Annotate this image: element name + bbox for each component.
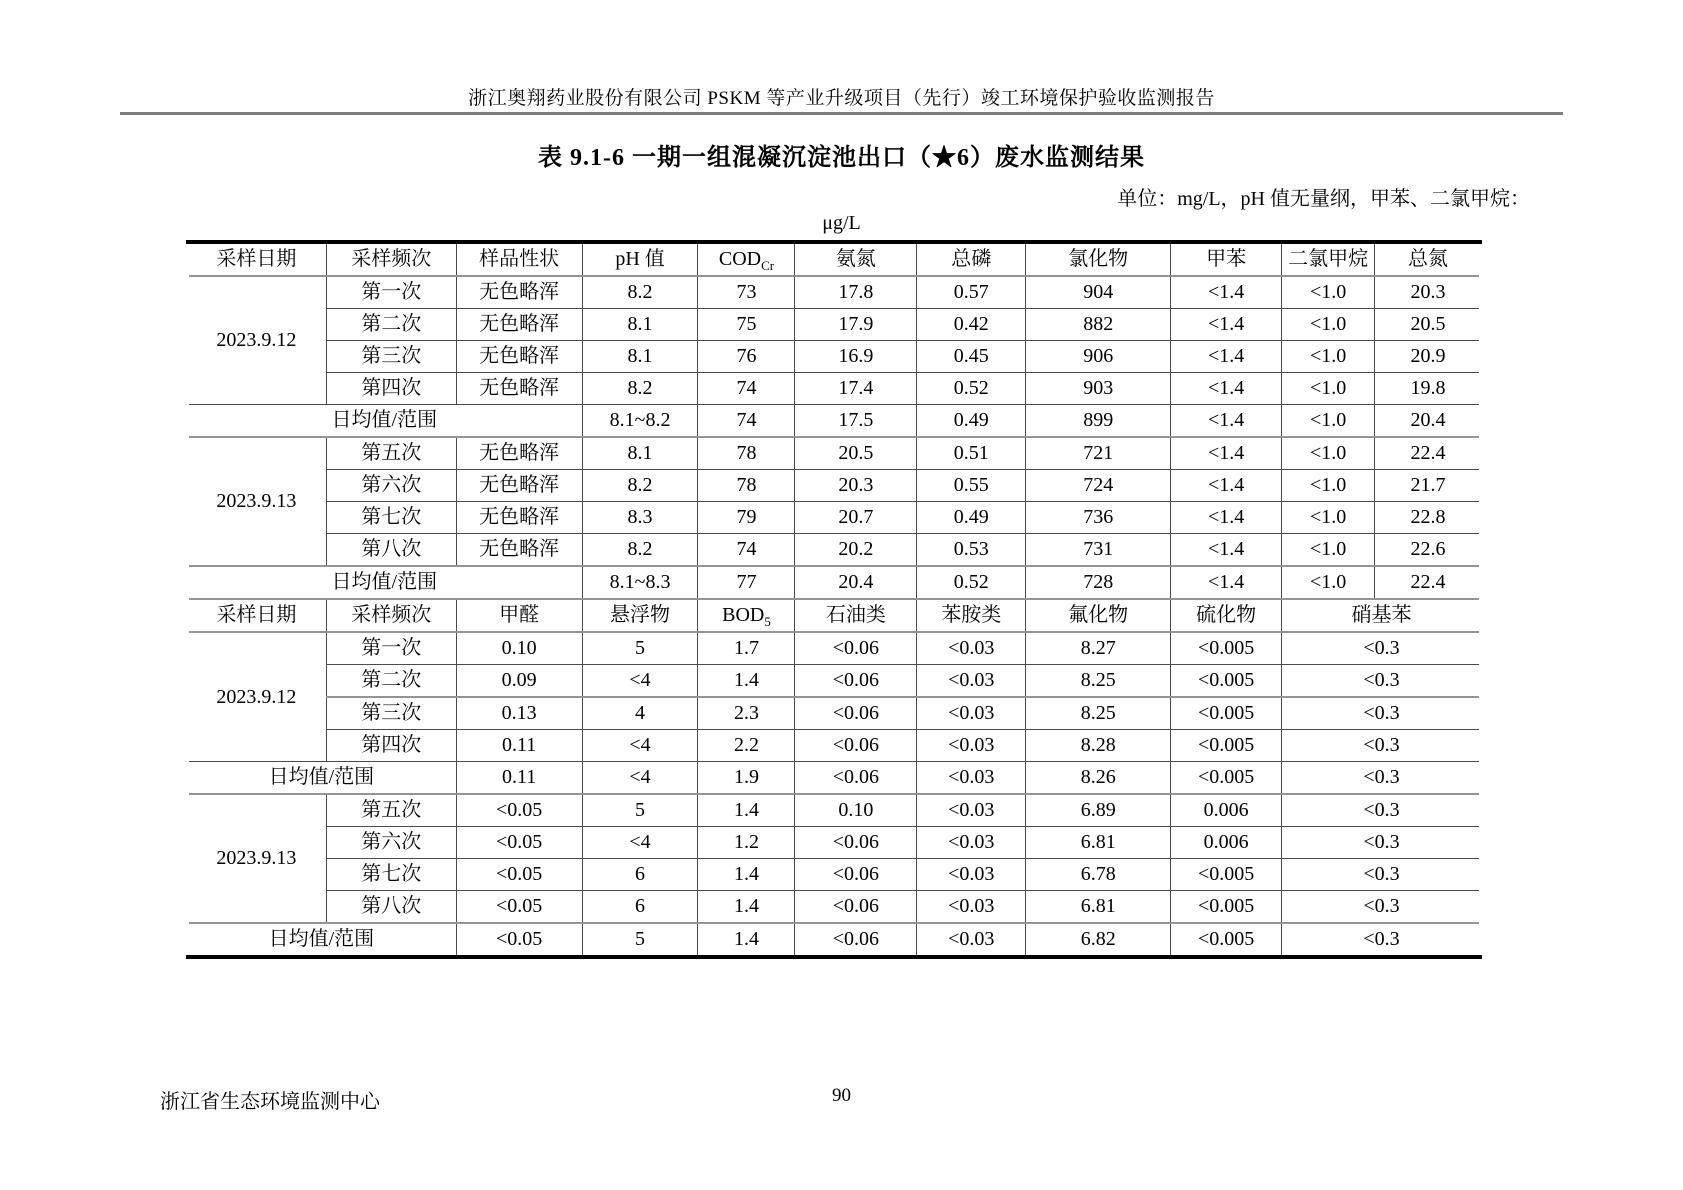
table-cell: 77 xyxy=(698,566,795,599)
column-header: $BOD_5$ xyxy=(698,599,795,632)
table-cell: 74 xyxy=(698,405,795,438)
table-cell: <1.4 xyxy=(1171,405,1282,438)
table-cell: 1.4 xyxy=(698,923,795,957)
table-cell: 74 xyxy=(698,534,795,567)
table-cell: 第三次 xyxy=(326,697,456,730)
table-cell: <0.06 xyxy=(795,730,917,762)
table-cell: 0.52 xyxy=(917,566,1026,599)
table-cell: <0.03 xyxy=(917,762,1026,795)
column-header: 采样频次 xyxy=(326,242,456,276)
table-cell: <0.05 xyxy=(456,923,582,957)
table-cell: <1.0 xyxy=(1282,534,1375,567)
table-cell: 1.4 xyxy=(698,859,795,891)
table-cell: 20.4 xyxy=(1375,405,1482,438)
table-row xyxy=(187,891,1482,924)
table-cell: <1.0 xyxy=(1282,276,1375,309)
table-cell: 736 xyxy=(1026,502,1171,534)
table-cell: 906 xyxy=(1026,341,1171,373)
table-cell: <1.0 xyxy=(1282,437,1375,470)
table-cell: <4 xyxy=(582,665,698,698)
table-cell: 76 xyxy=(698,341,795,373)
table-cell: 0.42 xyxy=(917,309,1026,341)
table-cell: 2.3 xyxy=(698,697,795,730)
column-header: 氨氮 xyxy=(795,242,917,276)
table-cell: 74 xyxy=(698,373,795,405)
table-cell: 无色略浑 xyxy=(456,534,582,567)
table-cell: 0.55 xyxy=(917,470,1026,502)
table-cell: 第一次 xyxy=(326,276,456,309)
table-cell: 882 xyxy=(1026,309,1171,341)
table-cell: <0.005 xyxy=(1171,891,1282,924)
table-cell: <1.4 xyxy=(1171,566,1282,599)
table-cell: 日均值/范围 xyxy=(187,405,583,438)
column-header: 苯胺类 xyxy=(917,599,1026,632)
table-cell: 6.89 xyxy=(1026,794,1171,827)
table-row xyxy=(187,437,1482,470)
table-cell: 8.2 xyxy=(582,373,698,405)
table-left-edge-mask xyxy=(184,244,189,955)
table-cell: 8.25 xyxy=(1026,665,1171,698)
table-header-row xyxy=(187,242,1482,276)
table-cell: 6.82 xyxy=(1026,923,1171,957)
table-row xyxy=(187,534,1482,567)
table-cell: <0.005 xyxy=(1171,859,1282,891)
table-cell: 16.9 xyxy=(795,341,917,373)
table-row xyxy=(187,405,1482,438)
column-header: 样品性状 xyxy=(456,242,582,276)
column-header: 石油类 xyxy=(795,599,917,632)
table-cell: 4 xyxy=(582,697,698,730)
column-header: 氯化物 xyxy=(1026,242,1171,276)
table-cell: 8.2 xyxy=(582,470,698,502)
table-cell: <0.3 xyxy=(1282,632,1482,665)
table-row xyxy=(187,794,1482,827)
table-cell: 0.53 xyxy=(917,534,1026,567)
column-header: 采样日期 xyxy=(187,242,327,276)
table-cell: <1.0 xyxy=(1282,341,1375,373)
table-cell: 0.09 xyxy=(456,665,582,698)
table-row xyxy=(187,730,1482,762)
table-cell: <0.03 xyxy=(917,794,1026,827)
table-cell: <0.3 xyxy=(1282,697,1482,730)
table-cell: 20.9 xyxy=(1375,341,1482,373)
column-header: 总磷 xyxy=(917,242,1026,276)
units-note: 单位：mg/L，pH 值无量纲，甲苯、二氯甲烷： xyxy=(1117,188,1530,210)
table-cell: <1.4 xyxy=(1171,470,1282,502)
table-row xyxy=(187,309,1482,341)
table-row xyxy=(187,762,1482,795)
table-cell: 0.006 xyxy=(1171,827,1282,859)
table-cell: <1.4 xyxy=(1171,373,1282,405)
wastewater-monitoring-table xyxy=(186,240,1482,959)
table-cell: 78 xyxy=(698,437,795,470)
table-cell: 8.2 xyxy=(582,276,698,309)
table-cell: <1.0 xyxy=(1282,566,1375,599)
table-row xyxy=(187,697,1482,730)
table-cell: <0.06 xyxy=(795,762,917,795)
table-cell: 第五次 xyxy=(326,437,456,470)
table-cell: 17.8 xyxy=(795,276,917,309)
table-cell: 0.52 xyxy=(917,373,1026,405)
table-cell: 0.11 xyxy=(456,730,582,762)
column-header: 采样日期 xyxy=(187,599,327,632)
table-cell: <0.3 xyxy=(1282,730,1482,762)
table-cell: 0.45 xyxy=(917,341,1026,373)
table-cell: 0.13 xyxy=(456,697,582,730)
table-cell: 20.5 xyxy=(1375,309,1482,341)
table-cell: 20.3 xyxy=(795,470,917,502)
table-cell: 1.9 xyxy=(698,762,795,795)
table-cell: <1.4 xyxy=(1171,341,1282,373)
table-row xyxy=(187,859,1482,891)
table-cell: 6 xyxy=(582,859,698,891)
table-cell: 8.2 xyxy=(582,534,698,567)
table-cell: 721 xyxy=(1026,437,1171,470)
table-cell: <0.05 xyxy=(456,859,582,891)
table-cell: 1.2 xyxy=(698,827,795,859)
table-cell: <0.3 xyxy=(1282,891,1482,924)
table-cell: 无色略浑 xyxy=(456,373,582,405)
column-header: 甲苯 xyxy=(1171,242,1282,276)
table-cell: 899 xyxy=(1026,405,1171,438)
table-cell: 75 xyxy=(698,309,795,341)
table-cell: 8.1 xyxy=(582,341,698,373)
table-cell: <1.4 xyxy=(1171,534,1282,567)
table-cell: <0.06 xyxy=(795,827,917,859)
table-row xyxy=(187,923,1482,957)
table-row xyxy=(187,827,1482,859)
table-cell: <0.3 xyxy=(1282,794,1482,827)
table-cell: <0.3 xyxy=(1282,762,1482,795)
table-cell: 728 xyxy=(1026,566,1171,599)
table-cell: 第八次 xyxy=(326,891,456,924)
table-title: 表 9.1-6 一期一组混凝沉淀池出口（★6）废水监测结果 xyxy=(538,145,1145,171)
table-row xyxy=(187,373,1482,405)
table-right-edge-mask xyxy=(1479,244,1484,955)
table-cell: 2023.9.12 xyxy=(187,276,327,405)
table-cell: <4 xyxy=(582,762,698,795)
table-cell: 日均值/范围 xyxy=(187,762,457,795)
table-cell: 8.1 xyxy=(582,437,698,470)
table-cell: 8.1 xyxy=(582,309,698,341)
table-cell: 2023.9.12 xyxy=(187,632,327,762)
table-cell: 22.4 xyxy=(1375,437,1482,470)
table-cell: <0.05 xyxy=(456,827,582,859)
table-cell: 22.4 xyxy=(1375,566,1482,599)
table-cell: 第一次 xyxy=(326,632,456,665)
table-cell: 17.9 xyxy=(795,309,917,341)
column-header: $COD_{Cr}$ xyxy=(698,242,795,276)
table-cell: 6.81 xyxy=(1026,891,1171,924)
table-row xyxy=(187,566,1482,599)
table-cell: <0.005 xyxy=(1171,923,1282,957)
table-cell: 8.27 xyxy=(1026,632,1171,665)
table-cell: <1.0 xyxy=(1282,373,1375,405)
table-cell: 8.3 xyxy=(582,502,698,534)
table-cell: 0.49 xyxy=(917,502,1026,534)
table-cell: <0.06 xyxy=(795,665,917,698)
table-cell: 21.7 xyxy=(1375,470,1482,502)
table-cell: <1.4 xyxy=(1171,502,1282,534)
table-header-row xyxy=(187,599,1482,632)
table-cell: <1.0 xyxy=(1282,405,1375,438)
table-cell: 第八次 xyxy=(326,534,456,567)
table-row xyxy=(187,665,1482,698)
table-cell: 20.5 xyxy=(795,437,917,470)
table-cell: <0.05 xyxy=(456,891,582,924)
table-cell: <0.03 xyxy=(917,697,1026,730)
column-header: 硫化物 xyxy=(1171,599,1282,632)
table-cell: 20.4 xyxy=(795,566,917,599)
table-cell: <1.4 xyxy=(1171,276,1282,309)
table-cell: <4 xyxy=(582,827,698,859)
table-row xyxy=(187,470,1482,502)
table-cell: 0.57 xyxy=(917,276,1026,309)
table-cell: <0.03 xyxy=(917,891,1026,924)
table-cell: 724 xyxy=(1026,470,1171,502)
table-cell: <0.005 xyxy=(1171,697,1282,730)
table-cell: <0.03 xyxy=(917,827,1026,859)
table-cell: 5 xyxy=(582,632,698,665)
table-cell: 0.10 xyxy=(795,794,917,827)
table-cell: 20.2 xyxy=(795,534,917,567)
table-cell: 第五次 xyxy=(326,794,456,827)
monitoring-table-wrap xyxy=(186,240,1482,959)
table-cell: <0.06 xyxy=(795,891,917,924)
table-cell: <0.03 xyxy=(917,730,1026,762)
table-cell: <1.0 xyxy=(1282,309,1375,341)
table-cell: <1.0 xyxy=(1282,470,1375,502)
table-cell: 2023.9.13 xyxy=(187,437,327,566)
table-cell: <0.05 xyxy=(456,794,582,827)
units-note-continued: μg/L xyxy=(822,212,861,234)
table-cell: <0.005 xyxy=(1171,632,1282,665)
table-cell: 17.5 xyxy=(795,405,917,438)
footer-page-number: 90 xyxy=(832,1085,851,1106)
table-cell: <0.03 xyxy=(917,632,1026,665)
table-row xyxy=(187,502,1482,534)
table-cell: 0.49 xyxy=(917,405,1026,438)
table-cell: 8.1~8.3 xyxy=(582,566,698,599)
column-header: 悬浮物 xyxy=(582,599,698,632)
table-cell: 日均值/范围 xyxy=(187,923,457,957)
table-cell: 1.7 xyxy=(698,632,795,665)
table-cell: <1.0 xyxy=(1282,502,1375,534)
table-cell: <0.3 xyxy=(1282,665,1482,698)
table-cell: 0.006 xyxy=(1171,794,1282,827)
column-header: 硝基苯 xyxy=(1282,599,1482,632)
table-cell: 无色略浑 xyxy=(456,309,582,341)
column-header: 氟化物 xyxy=(1026,599,1171,632)
table-cell: 0.11 xyxy=(456,762,582,795)
table-cell: <0.06 xyxy=(795,697,917,730)
table-cell: <0.06 xyxy=(795,923,917,957)
table-cell: 8.26 xyxy=(1026,762,1171,795)
column-header: 二氯甲烷 xyxy=(1282,242,1375,276)
table-cell: 2023.9.13 xyxy=(187,794,327,923)
table-cell: <0.06 xyxy=(795,859,917,891)
table-cell: 6.78 xyxy=(1026,859,1171,891)
column-header: 采样频次 xyxy=(326,599,456,632)
table-cell: 第七次 xyxy=(326,502,456,534)
table-cell: 无色略浑 xyxy=(456,341,582,373)
column-header: pH 值 xyxy=(582,242,698,276)
table-cell: 第二次 xyxy=(326,309,456,341)
table-cell: 19.8 xyxy=(1375,373,1482,405)
table-cell: <0.3 xyxy=(1282,827,1482,859)
header-divider xyxy=(120,112,1563,115)
table-cell: 78 xyxy=(698,470,795,502)
table-cell: <0.03 xyxy=(917,923,1026,957)
table-cell: 无色略浑 xyxy=(456,437,582,470)
table-cell: 79 xyxy=(698,502,795,534)
table-cell: 20.7 xyxy=(795,502,917,534)
table-cell: 1.4 xyxy=(698,891,795,924)
table-cell: 1.4 xyxy=(698,665,795,698)
table-cell: 904 xyxy=(1026,276,1171,309)
table-cell: 0.51 xyxy=(917,437,1026,470)
table-cell: 2.2 xyxy=(698,730,795,762)
table-cell: <0.3 xyxy=(1282,923,1482,957)
document-header-title: 浙江奥翔药业股份有限公司 PSKM 等产业升级项目（先行）竣工环境保护验收监测报告 xyxy=(468,88,1215,109)
table-cell: <0.03 xyxy=(917,859,1026,891)
table-row xyxy=(187,276,1482,309)
table-cell: 无色略浑 xyxy=(456,276,582,309)
table-cell: <0.06 xyxy=(795,632,917,665)
table-cell: 8.28 xyxy=(1026,730,1171,762)
table-cell: 5 xyxy=(582,794,698,827)
table-cell: 17.4 xyxy=(795,373,917,405)
table-cell: <0.005 xyxy=(1171,730,1282,762)
table-cell: <0.005 xyxy=(1171,665,1282,698)
table-cell: <0.03 xyxy=(917,665,1026,698)
table-cell: 无色略浑 xyxy=(456,470,582,502)
table-cell: 第二次 xyxy=(326,665,456,698)
table-cell: 22.8 xyxy=(1375,502,1482,534)
table-row xyxy=(187,632,1482,665)
table-cell: 731 xyxy=(1026,534,1171,567)
table-cell: <1.4 xyxy=(1171,309,1282,341)
table-cell: <0.005 xyxy=(1171,762,1282,795)
table-cell: 第七次 xyxy=(326,859,456,891)
table-cell: 903 xyxy=(1026,373,1171,405)
table-cell: 第四次 xyxy=(326,730,456,762)
column-header: 甲醛 xyxy=(456,599,582,632)
table-row xyxy=(187,341,1482,373)
table-cell: 73 xyxy=(698,276,795,309)
table-cell: 日均值/范围 xyxy=(187,566,583,599)
table-cell: <1.4 xyxy=(1171,437,1282,470)
table-cell: 第三次 xyxy=(326,341,456,373)
table-cell: 5 xyxy=(582,923,698,957)
table-cell: 1.4 xyxy=(698,794,795,827)
table-cell: 无色略浑 xyxy=(456,502,582,534)
table-cell: <0.3 xyxy=(1282,859,1482,891)
table-cell: 8.25 xyxy=(1026,697,1171,730)
table-cell: 6.81 xyxy=(1026,827,1171,859)
column-header: 总氮 xyxy=(1375,242,1482,276)
table-cell: 第六次 xyxy=(326,470,456,502)
table-cell: 第六次 xyxy=(326,827,456,859)
table-cell: 6 xyxy=(582,891,698,924)
table-cell: <4 xyxy=(582,730,698,762)
table-cell: 第四次 xyxy=(326,373,456,405)
table-cell: 0.10 xyxy=(456,632,582,665)
table-cell: 20.3 xyxy=(1375,276,1482,309)
footer-organization: 浙江省生态环境监测中心 xyxy=(160,1091,380,1113)
table-cell: 22.6 xyxy=(1375,534,1482,567)
table-cell: 8.1~8.2 xyxy=(582,405,698,438)
